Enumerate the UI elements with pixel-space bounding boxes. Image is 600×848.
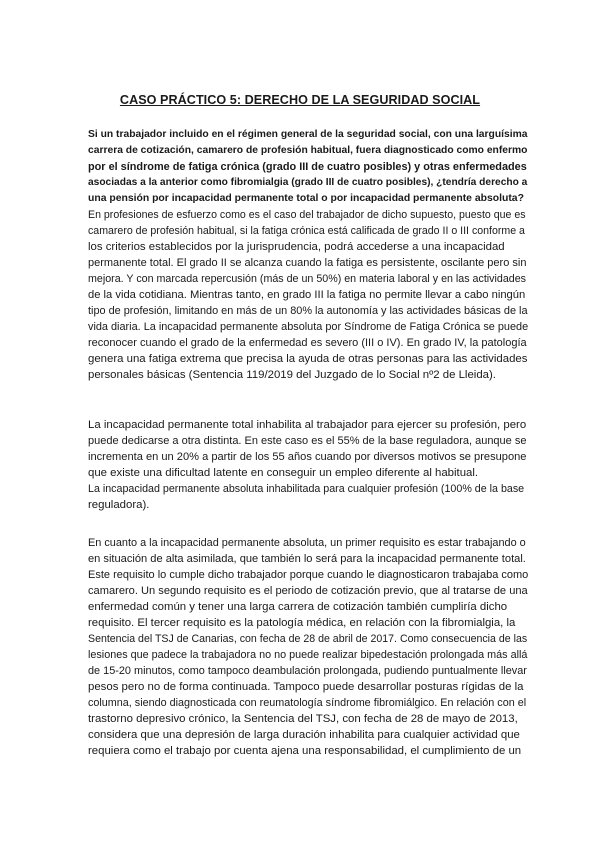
paragraph-line: puede dedicarse a otra distinta. En este caso es el 55% de la base reguladora, aunque se	[88, 435, 527, 447]
paragraph-line: La incapacidad permanente total inhabilita al trabajador para ejercer su profesión, pero	[88, 419, 527, 431]
question-line: Si un trabajador incluido en el régimen general de la seguridad social, con una larguísima	[88, 129, 528, 140]
paragraph-line: que existe una dificultad latente en conseguir un empleo diferente al habitual.	[88, 467, 479, 479]
paragraph-line: de la vida cotidiana. Mientras tanto, en grado III la fatiga no permite llevar a cabo ningún	[88, 289, 526, 301]
paragraph-line: camarero. Un segundo requisito es el periodo de cotización previo, que al tratarse de una	[88, 585, 528, 597]
paragraph-line: reconocer cuando el grado de la enfermedad es severo (III o IV). En grado IV, la patología	[88, 337, 527, 349]
question-line: por el síndrome de fatiga crónica (grado III de cuatro posibles) y otras enfermedades	[88, 161, 527, 173]
paragraph-line: vida diaria. La incapacidad permanente absoluta por Síndrome de Fatiga Crónica se puede	[88, 321, 529, 333]
paragraph-line: Sentencia del TSJ de Canarias, con fecha de 28 de abril de 2017. Como consecuencia de las	[88, 633, 528, 645]
paragraph-line: requisito. El tercer requisito es la patología médica, en relación con la fibromialgia, la	[88, 617, 516, 629]
question-line: asociadas a la anterior como fibromialgia (grado III de cuatro posibles), ¿tendría derecho a	[88, 177, 528, 188]
paragraph-line: de 15-20 minutos, como tampoco deambulación prolongada, pudiendo puntualmente llevar	[88, 665, 527, 677]
paragraph-line: trastorno depresivo crónico, la Sentencia del TSJ, con fecha de 28 de mayo de 2013,	[88, 713, 518, 725]
paragraph-line: incrementa en un 20% a partir de los 55 años cuando por diversos motivos se presupone	[88, 451, 527, 463]
paragraph-line: enfermedad común y tener una larga carrera de cotización también cumpliría dicho	[88, 601, 508, 613]
question-line: carrera de cotización, camarero de profesión habitual, fuera diagnosticado como enfermo	[88, 145, 528, 156]
paragraph-line: los criterios establecidos por la jurisprudencia, podrá accederse a una incapacidad	[88, 241, 505, 253]
paragraph-line: camarero de profesión habitual, si la fatiga crónica está calificada de grado II o III conforme a	[88, 225, 525, 237]
paragraph-line: En cuanto a la incapacidad permanente absoluta, un primer requisito es estar trabajando o	[88, 537, 526, 549]
paragraph-line: personales básicas (Sentencia 119/2019 del Juzgado de lo Social nº2 de Lleida).	[88, 369, 496, 381]
paragraph-line: columna, siendo diagnosticada con reumatología síndrome fibromiálgico. En relación con el	[88, 697, 527, 709]
document-title: CASO PRÁCTICO 5: DERECHO DE LA SEGURIDAD SOCIAL	[119, 93, 481, 107]
paragraph-line: lesiones que padece la trabajadora no no puede realizar bipedestación prolongada más allá	[88, 649, 528, 661]
paragraph-line: requiera como el trabajo por cuenta ajena una responsabilidad, el cumplimiento de un	[88, 745, 522, 757]
paragraph-line: permanente total. El grado II se alcanza cuando la fatiga es persistente, oscilante pero sin	[88, 257, 527, 269]
paragraph-line: En profesiones de esfuerzo como es el caso del trabajador de dicho supuesto, puesto que es	[88, 209, 526, 221]
paragraph-line: reguladora).	[88, 499, 150, 511]
paragraph-line: en situación de alta asimilada, que también lo será para la incapacidad permanente total.	[88, 553, 526, 565]
paragraph-line: mejora. Y con marcada repercusión (más de un 50%) en materia laboral y en las actividades	[88, 273, 527, 285]
paragraph-line: La incapacidad permanente absoluta inhabilitada para cualquier profesión (100% de la base	[88, 483, 525, 495]
paragraph-line: considera que una depresión de larga duración inhabilita para cualquier actividad que	[88, 729, 520, 741]
paragraph-line: tipo de profesión, limitando en más de un 80% la autonomía y las actividades básicas de la	[88, 305, 528, 317]
paragraph-line: pesos pero no de forma continuada. Tampoco puede desarrollar posturas rígidas de la	[88, 681, 524, 693]
question-line: una pensión por incapacidad permanente total o por incapacidad permanente absoluta?	[88, 193, 524, 204]
paragraph-line: genera una fatiga extrema que precisa la ayuda de otras personas para las actividades	[88, 353, 528, 365]
paragraph-line: Este requisito lo cumple dicho trabajador porque cuando le diagnosticaron trabajaba como	[88, 569, 529, 581]
